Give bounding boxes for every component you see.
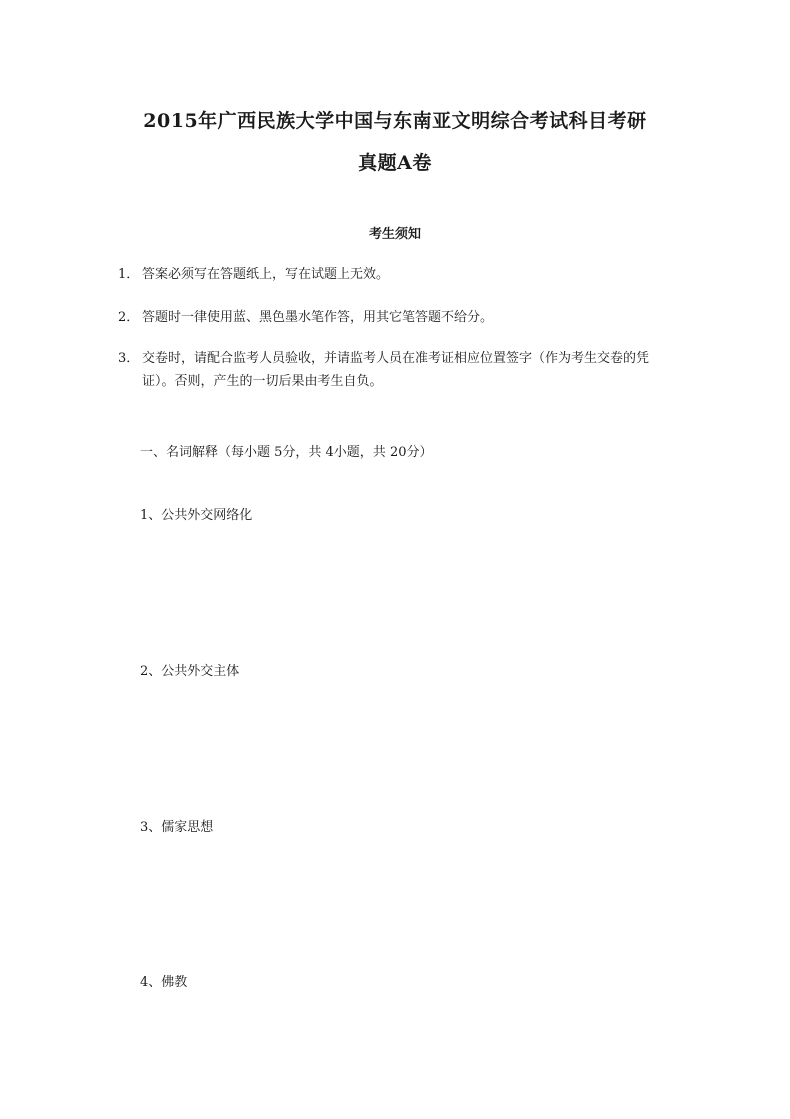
notice-item-3 (118, 347, 678, 393)
document-title-line-1: 2015年广西民族大学中国与东南亚文明综合考试科目考研 (143, 110, 647, 132)
notice-item-1 (118, 263, 678, 286)
section-heading-term-definitions: 一、名词解释（每小题 5分，共 4小题，共 20分） (140, 445, 433, 460)
notice-number: 3． (118, 351, 140, 366)
question-2: 2、公共外交主体 (140, 664, 240, 679)
notice-heading: 考生须知 (368, 227, 421, 242)
question-1: 1、公共外交网络化 (140, 508, 253, 523)
notice-item-2 (118, 306, 678, 329)
notice-number: 2． (118, 310, 140, 325)
notice-text: 答案必须写在答题纸上，写在试题上无效。 (142, 267, 390, 282)
question-3: 3、儒家思想 (140, 820, 214, 835)
notice-number: 1． (118, 267, 140, 282)
notice-text: 答题时一律使用蓝、黑色墨水笔作答，用其它笔答题不给分。 (142, 310, 494, 325)
notice-text: 交卷时，请配合监考人员验收，并请监考人员在准考证相应位置签字（作为考生交卷的凭证）。否则，产生的一切后果由考生自负。 (142, 351, 650, 389)
question-4: 4、佛教 (140, 975, 188, 990)
document-title-line-2: 真题A卷 (358, 152, 432, 174)
